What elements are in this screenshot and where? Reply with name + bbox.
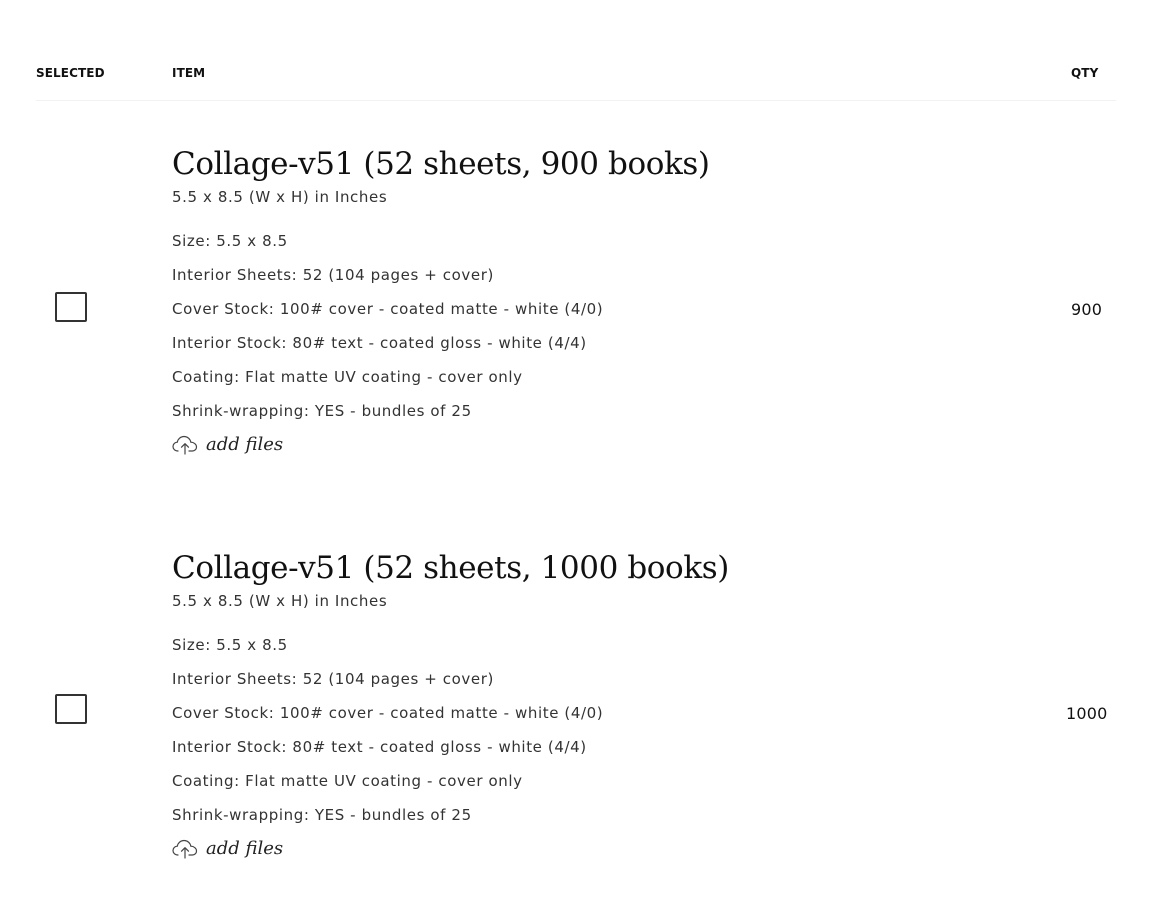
item-spec-list	[172, 634, 932, 838]
item-column-header: ITEM	[172, 66, 206, 80]
spec-shrink-wrapping: Shrink-wrapping: YES - bundles of 25	[172, 806, 472, 824]
spec-coating: Coating: Flat matte UV coating - cover only	[172, 772, 523, 790]
select-item-checkbox[interactable]	[55, 694, 87, 724]
add-files-link[interactable]	[172, 838, 283, 859]
qty-column-header: QTY	[1071, 66, 1099, 80]
item-title: Collage-v51 (52 sheets, 1000 books)	[172, 550, 729, 586]
spec-coating: Coating: Flat matte UV coating - cover only	[172, 368, 523, 386]
item-quantity: 900	[1071, 300, 1103, 319]
item-details	[172, 144, 932, 459]
spec-interior-stock: Interior Stock: 80# text - coated gloss - white (4/4)	[172, 738, 587, 756]
spec-interior-sheets: Interior Sheets: 52 (104 pages + cover)	[172, 670, 494, 688]
item-title: Collage-v51 (52 sheets, 900 books)	[172, 146, 710, 182]
item-spec-list	[172, 230, 932, 434]
spec-cover-stock: Cover Stock: 100# cover - coated matte - white (4/0)	[172, 704, 604, 722]
add-files-label: add files	[206, 434, 284, 455]
add-files-link[interactable]	[172, 434, 283, 455]
select-item-checkbox[interactable]	[55, 292, 87, 322]
item-details	[172, 548, 932, 863]
item-dimensions: 5.5 x 8.5 (W x H) in Inches	[172, 188, 388, 206]
spec-cover-stock: Cover Stock: 100# cover - coated matte - white (4/0)	[172, 300, 604, 318]
header-divider	[36, 100, 1116, 101]
cloud-upload-icon	[172, 839, 198, 859]
item-dimensions: 5.5 x 8.5 (W x H) in Inches	[172, 592, 388, 610]
selected-column-header: SELECTED	[36, 66, 105, 80]
spec-interior-stock: Interior Stock: 80# text - coated gloss - white (4/4)	[172, 334, 587, 352]
add-files-label: add files	[206, 838, 284, 859]
spec-interior-sheets: Interior Sheets: 52 (104 pages + cover)	[172, 266, 494, 284]
cloud-upload-icon	[172, 435, 198, 455]
item-quantity: 1000	[1066, 704, 1108, 723]
spec-shrink-wrapping: Shrink-wrapping: YES - bundles of 25	[172, 402, 472, 420]
table-header	[0, 66, 1150, 90]
spec-size: Size: 5.5 x 8.5	[172, 636, 288, 654]
spec-size: Size: 5.5 x 8.5	[172, 232, 288, 250]
